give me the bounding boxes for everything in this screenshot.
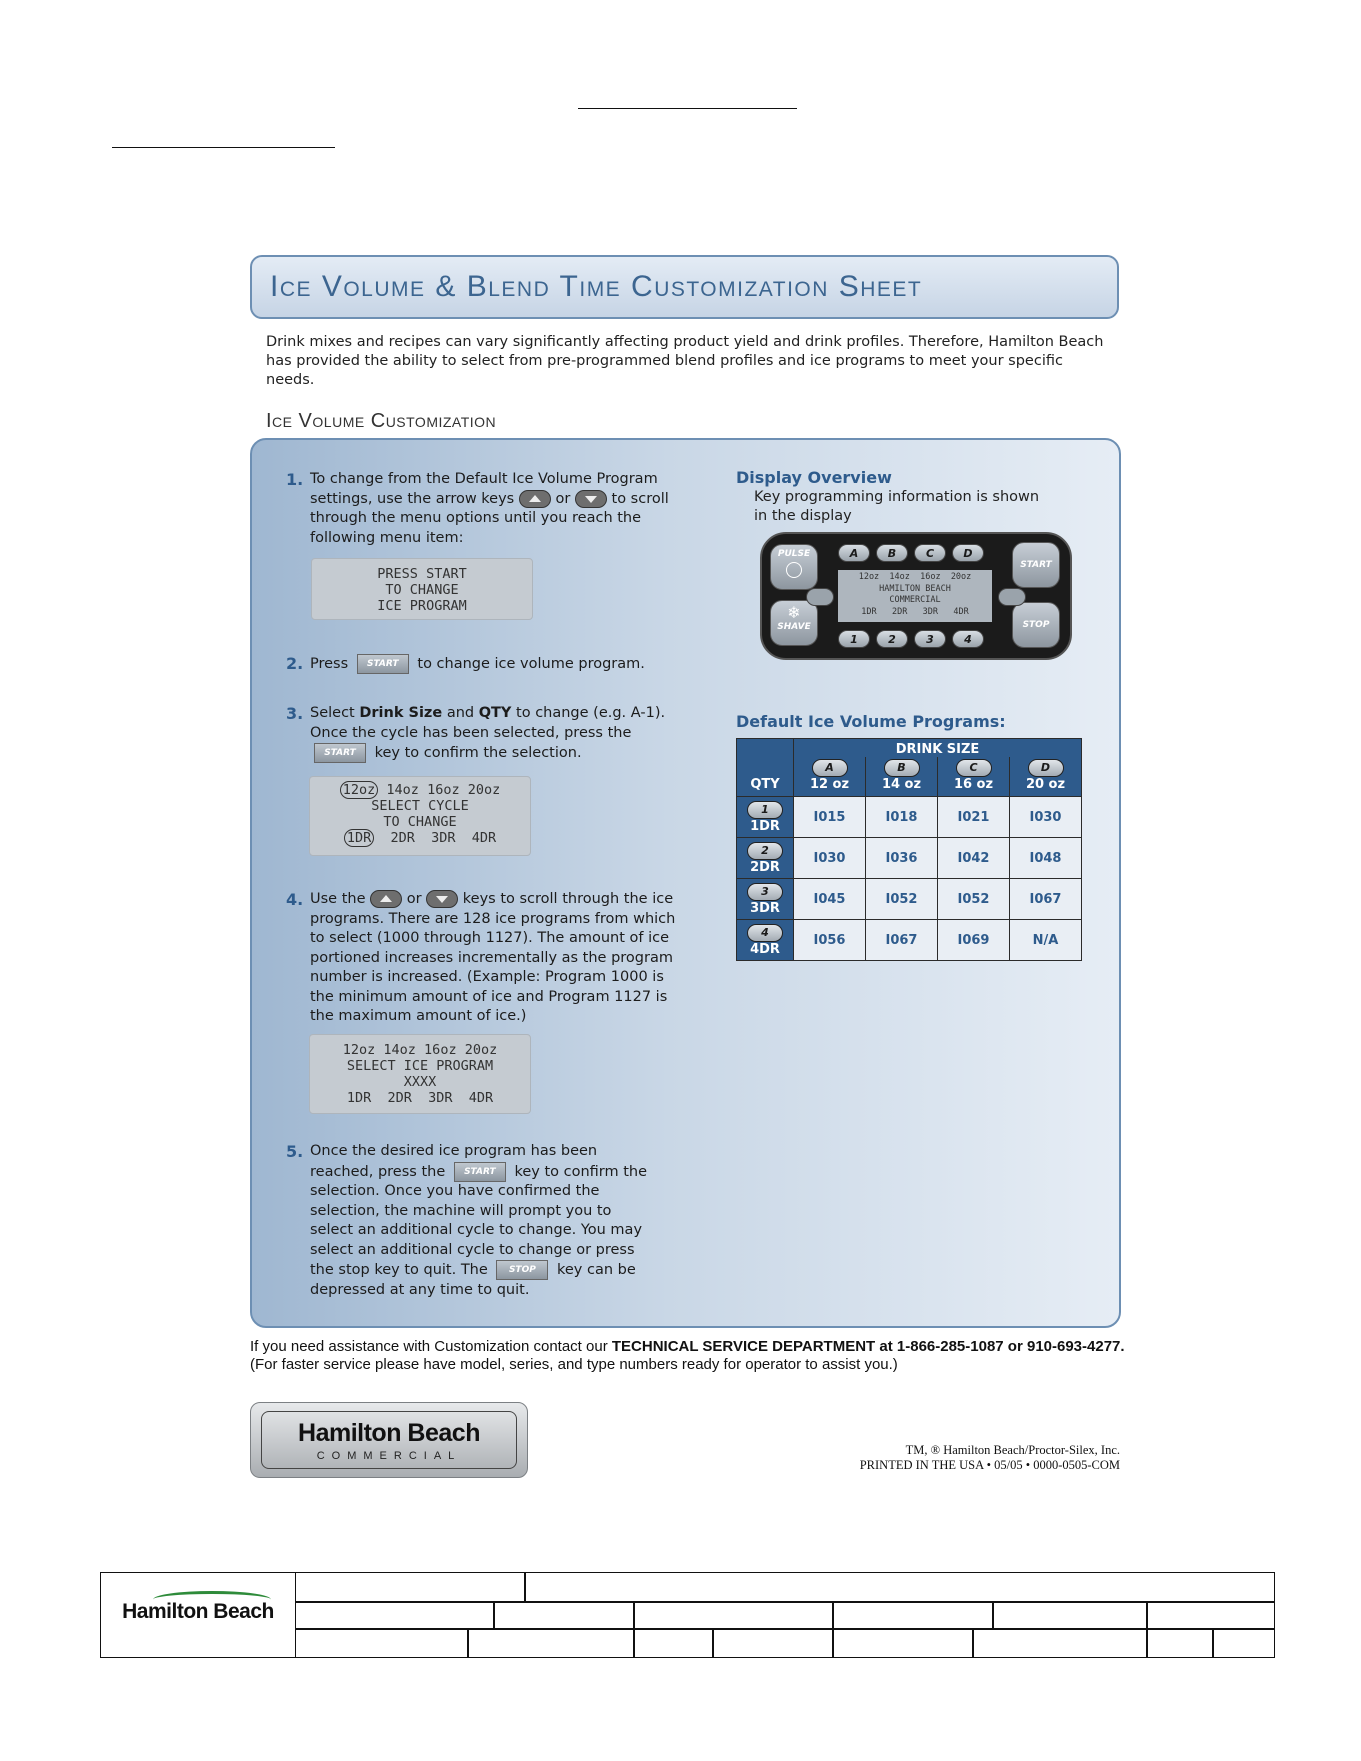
size-key-icon: A <box>812 759 848 777</box>
arrow-up-icon <box>519 490 551 508</box>
drink-size-column: D 20 oz <box>1010 757 1082 797</box>
up-arrow-key <box>806 588 834 606</box>
table-row <box>737 797 1082 838</box>
selected-qty-marker: 1DR <box>344 829 374 847</box>
grid-line <box>972 1628 974 1657</box>
key-c: C <box>914 544 946 562</box>
step-number: 3. <box>286 704 304 723</box>
program-cell: I015 <box>794 797 866 838</box>
table-row <box>737 920 1082 961</box>
grid-line <box>296 1628 1274 1630</box>
default-programs-title: Default Ice Volume Programs: <box>736 712 1006 731</box>
default-programs-table <box>736 738 1082 961</box>
grid-line <box>296 1601 1274 1603</box>
selected-size-marker: 12oz <box>340 781 379 799</box>
grid-line <box>712 1628 714 1657</box>
key-a: A <box>838 544 870 562</box>
size-key-icon: D <box>1028 759 1064 777</box>
start-key-icon: START <box>357 654 409 674</box>
program-cell: I052 <box>938 879 1010 920</box>
size-key-icon: C <box>956 759 992 777</box>
program-cell: I067 <box>866 920 938 961</box>
arrow-up-icon <box>370 890 402 908</box>
key-3: 3 <box>914 630 946 648</box>
swoosh-icon <box>153 1591 271 1608</box>
display-overview-subtitle: Key programming information is shown in the display <box>754 489 1040 524</box>
keypad-display: 12oz 14oz 16oz 20oz HAMILTON BEACH COMMERCIAL 1DR 2DR 3DR 4DR <box>838 570 992 622</box>
arrow-down-icon <box>426 890 458 908</box>
subheader-rule <box>112 147 335 148</box>
key-2: 2 <box>876 630 908 648</box>
table-row <box>737 879 1082 920</box>
table-row <box>737 838 1082 879</box>
key-b: B <box>876 544 908 562</box>
step-2: 2. Press START to change ice volume program. <box>286 654 645 673</box>
drink-size-header: DRINK SIZE <box>794 739 1082 758</box>
grid-line <box>832 1628 834 1657</box>
program-cell: I021 <box>938 797 1010 838</box>
qty-cell: 4 4DR <box>737 920 794 961</box>
header-rule <box>578 108 797 109</box>
intro-text: Drink mixes and recipes can vary significantly affecting product yield and drink profiles. Therefore, Hamilton Beach has provided the ability to select from pre-programmed blend profiles and ice programs to meet your specific needs. <box>266 334 1104 388</box>
program-cell: I036 <box>866 838 938 879</box>
shave-key: ❄ SHAVE <box>770 600 818 646</box>
drink-size-column: C 16 oz <box>938 757 1010 797</box>
qty-cell: 2 2DR <box>737 838 794 879</box>
program-cell: I030 <box>794 838 866 879</box>
start-key-icon: START <box>454 1162 506 1182</box>
grid-line <box>832 1601 834 1628</box>
customization-panel <box>250 438 1121 1328</box>
qty-key-icon: 4 <box>747 924 783 942</box>
grid-line <box>633 1628 635 1657</box>
qty-cell: 1 1DR <box>737 797 794 838</box>
program-cell: I042 <box>938 838 1010 879</box>
hamilton-beach-commercial-logo: Hamilton Beach COMMERCIAL <box>250 1402 528 1478</box>
program-cell: I069 <box>938 920 1010 961</box>
program-cell: N/A <box>1010 920 1082 961</box>
step-5: 5. Once the desired ice program has been reached, press the START key to confirm the selection. Once you have confirmed the selection, the machine will prompt you to select an additional cycle to change. You may select an additional cycle to change or press the stop key to quit. The STOP key can be depressed at any time to quit. <box>286 1142 648 1298</box>
program-cell: I067 <box>1010 879 1082 920</box>
title-block-logo: Hamilton Beach <box>101 1573 296 1657</box>
grid-line <box>1212 1628 1214 1657</box>
grid-line <box>992 1601 994 1628</box>
stop-key: STOP <box>1012 602 1060 648</box>
step-number: 2. <box>286 654 304 673</box>
grid-line <box>493 1601 495 1628</box>
grid-line <box>1146 1628 1148 1657</box>
keypad-illustration <box>760 532 1072 660</box>
snowflake-icon: ❄ <box>787 603 801 622</box>
assistance-text: If you need assistance with Customization contact our TECHNICAL SERVICE DEPARTMENT at 1-866-285-1087 or 910-693-4277. (For faster service please have model, series, and type numbers ready for operator to assist you.) <box>250 1338 1125 1373</box>
sheet-title: Ice Volume & Blend Time Customization Sheet <box>270 270 923 303</box>
grid-line <box>467 1628 469 1657</box>
stop-key-icon: STOP <box>496 1260 548 1280</box>
lcd-press-start: PRESS START TO CHANGE ICE PROGRAM <box>311 558 533 620</box>
program-cell: I030 <box>1010 797 1082 838</box>
pulse-icon <box>786 562 802 578</box>
key-4: 4 <box>952 630 984 648</box>
program-cell: I052 <box>866 879 938 920</box>
grid-line <box>1146 1601 1148 1628</box>
step-number: 5. <box>286 1142 304 1161</box>
drink-size-column: B 14 oz <box>866 757 938 797</box>
size-key-icon: B <box>884 759 920 777</box>
program-cell: I056 <box>794 920 866 961</box>
step-number: 4. <box>286 890 304 909</box>
qty-key-icon: 3 <box>747 883 783 901</box>
grid-line <box>633 1601 635 1628</box>
start-key-icon: START <box>314 743 366 763</box>
key-d: D <box>952 544 984 562</box>
lcd-select-cycle: 12oz 14oz 16oz 20oz SELECT CYCLE TO CHANGE 1DR 2DR 3DR 4DR <box>309 776 531 856</box>
grid-line <box>524 1573 526 1601</box>
key-1: 1 <box>838 630 870 648</box>
qty-header: QTY <box>737 739 794 797</box>
program-cell: I045 <box>794 879 866 920</box>
qty-cell: 3 3DR <box>737 879 794 920</box>
step-1: 1. To change from the Default Ice Volume Program settings, use the arrow keys or to scroll through the menu options until you reach the following menu item: <box>286 470 669 546</box>
start-key: START <box>1012 542 1060 588</box>
section-title: Ice Volume Customization <box>266 410 497 432</box>
step-3: 3. Select Drink Size and QTY to change (e.g. A-1). Once the cycle has been selected, press the START key to confirm the selection. <box>286 704 666 761</box>
step-4: 4. Use the or keys to scroll through the ice programs. There are 128 ice programs from which to select (1000 through 1127). The amount of ice portioned increases incrementally as the program number is increased. (Example: Program 1000 is the minimum amount of ice and Program 1127 is the maximum amount of ice.) <box>286 890 676 1024</box>
title-banner <box>250 255 1119 319</box>
step-number: 1. <box>286 470 304 489</box>
trademark-notice: TM, ® Hamilton Beach/Proctor-Silex, Inc. PRINTED IN THE USA • 05/05 • 0000-0505-COM <box>859 1443 1120 1472</box>
display-overview-title: Display Overview <box>736 468 892 487</box>
program-cell: I018 <box>866 797 938 838</box>
qty-key-icon: 1 <box>747 801 783 819</box>
lcd-select-ice-program: 12oz 14oz 16oz 20oz SELECT ICE PROGRAM XXXX 1DR 2DR 3DR 4DR <box>309 1034 531 1114</box>
pulse-key: PULSE <box>770 544 818 590</box>
qty-key-icon: 2 <box>747 842 783 860</box>
program-cell: I048 <box>1010 838 1082 879</box>
drink-size-column: A 12 oz <box>794 757 866 797</box>
title-block <box>100 1572 1275 1658</box>
arrow-down-icon <box>575 490 607 508</box>
down-arrow-key <box>998 588 1026 606</box>
